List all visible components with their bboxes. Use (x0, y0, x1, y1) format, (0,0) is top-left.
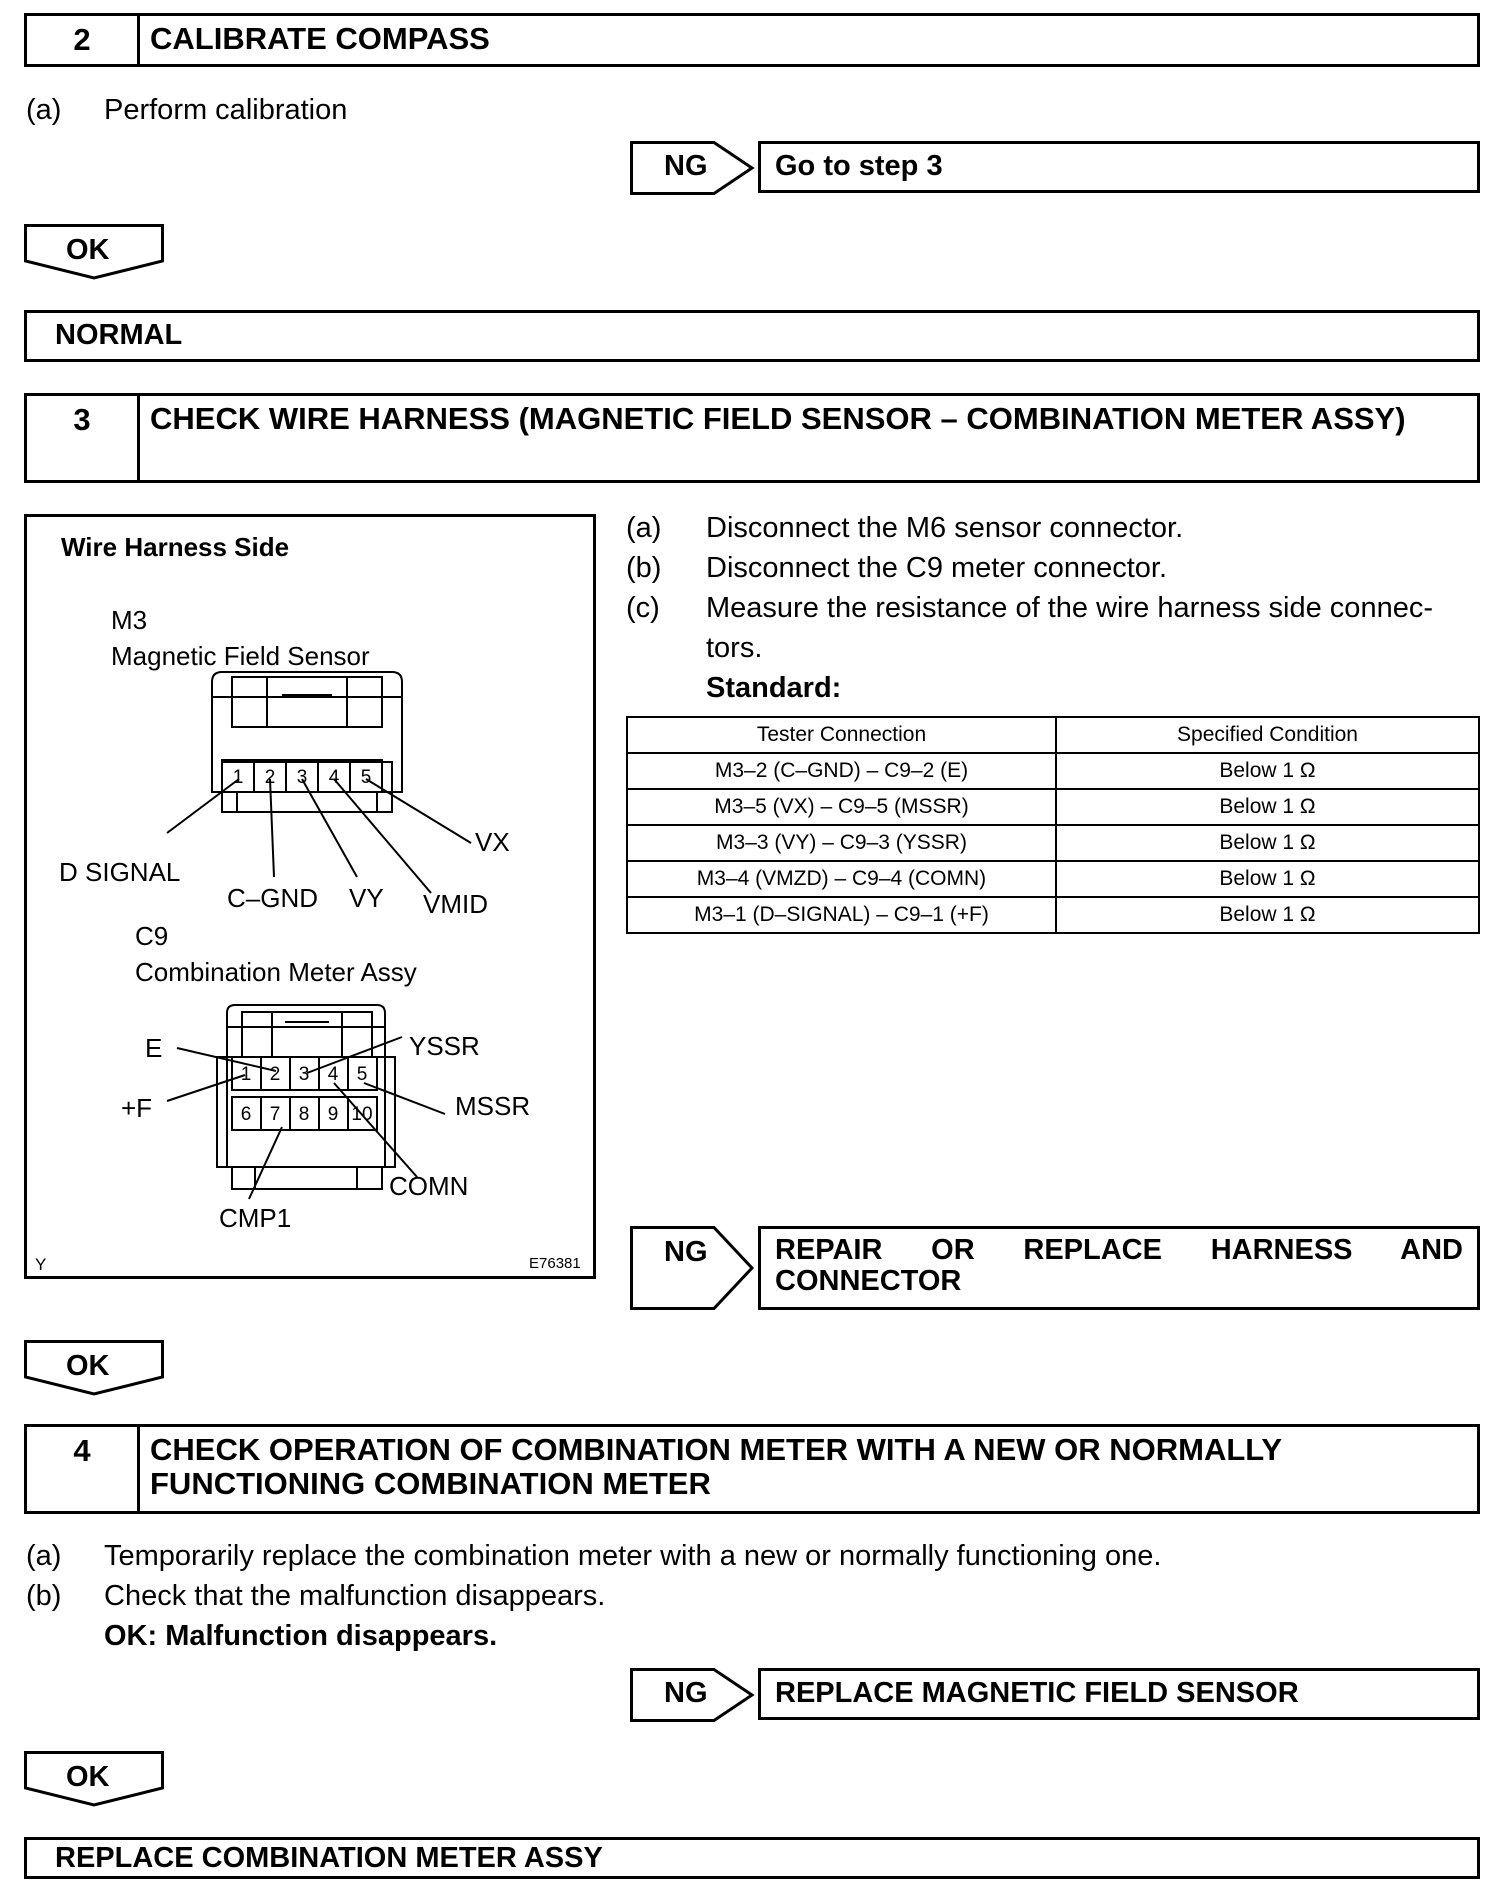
table-cell: Below 1 Ω (1056, 753, 1479, 789)
step-2-ok-label: OK (66, 234, 110, 266)
step-3-item-a-text: Disconnect the M6 sensor connector. (706, 512, 1184, 544)
figure-id: E76381 (529, 1255, 581, 1272)
step-3-item-c-text: Measure the resistance of the wire harness side connec- (706, 592, 1433, 624)
step-3-ok-label: OK (66, 1350, 110, 1382)
step-4-title (140, 1427, 1477, 1511)
c9-name: Combination Meter Assy (135, 957, 417, 987)
step-2-result: NORMAL (24, 310, 1480, 362)
c9-pin-8: 8 (298, 1104, 310, 1125)
c9-pin-2: 2 (269, 1064, 281, 1085)
wire-harness-diagram (24, 514, 596, 1279)
step-3-ng-result (758, 1226, 1480, 1310)
step-2-number: 2 (27, 16, 140, 64)
c9-code: C9 (135, 921, 169, 951)
label-d-signal: D SIGNAL (59, 857, 181, 887)
step-4-title-line-1: CHECK OPERATION OF COMBINATION METER WITH A NEW OR NORMALLY (150, 1432, 1283, 1467)
c9-pin-3: 3 (298, 1064, 310, 1085)
step-4-item-b-marker: (b) (26, 1580, 62, 1612)
c9-pin-7: 7 (269, 1104, 281, 1125)
step-2-item-a-text: Perform calibration (104, 94, 348, 126)
label-yssr: YSSR (409, 1031, 480, 1061)
table-cell: M3–1 (D–SIGNAL) – C9–1 (+F) (627, 897, 1056, 933)
step-3-item-b-text: Disconnect the C9 meter connector. (706, 552, 1168, 584)
c9-pin-6: 6 (240, 1104, 252, 1125)
table-row (627, 897, 1479, 933)
label-cmp1: CMP1 (219, 1203, 292, 1233)
c9-pin-4: 4 (327, 1064, 339, 1085)
table-row (627, 753, 1479, 789)
step-2-header (24, 13, 1480, 67)
step-3-item-c-continuation: tors. (706, 632, 763, 664)
step-4-result: REPLACE COMBINATION METER ASSY (24, 1837, 1480, 1879)
step-3-header (24, 393, 1480, 483)
step-3-number: 3 (27, 396, 140, 480)
m3-pin-1: 1 (232, 767, 244, 788)
m3-pin-5: 5 (360, 767, 372, 788)
table-row (627, 789, 1479, 825)
label-plus-f: +F (121, 1093, 153, 1123)
c9-pin-5: 5 (356, 1064, 368, 1085)
step-3-item-b-marker: (b) (626, 552, 662, 584)
step-3-item-a-marker: (a) (626, 512, 662, 544)
m3-code: M3 (111, 605, 148, 635)
step-4-header (24, 1424, 1480, 1514)
label-c-gnd: C–GND (227, 883, 319, 913)
step-4-ok-label: OK (66, 1761, 110, 1793)
m3-name: Magnetic Field Sensor (111, 641, 370, 671)
step-2-ng-result: Go to step 3 (758, 141, 1480, 193)
label-mssr: MSSR (455, 1091, 531, 1121)
step-4-title-line-2: FUNCTIONING COMBINATION METER (150, 1466, 711, 1501)
step-4-item-a-marker: (a) (26, 1540, 62, 1572)
diagram-corner-y: Y (35, 1255, 47, 1274)
step-4-item-b-text: Check that the malfunction disappears. (104, 1580, 606, 1612)
step-2-ng-label: NG (664, 150, 708, 182)
table-cell: M3–5 (VX) – C9–5 (MSSR) (627, 789, 1056, 825)
label-e: E (145, 1033, 163, 1063)
m3-pin-3: 3 (296, 767, 308, 788)
table-cell: M3–4 (VMZD) – C9–4 (COMN) (627, 861, 1056, 897)
resistance-spec-table (626, 716, 1480, 934)
label-vy: VY (349, 883, 384, 913)
step-4-item-a-text: Temporarily replace the combination meter with a new or normally functioning one. (104, 1540, 1162, 1572)
step-3-ng-result-line-2: CONNECTOR (775, 1265, 962, 1297)
label-vx: VX (475, 827, 510, 857)
step-4-ok-condition: OK: Malfunction disappears. (104, 1620, 498, 1652)
c9-pin-10: 10 (351, 1104, 373, 1125)
table-header-cell: Tester Connection (627, 717, 1056, 753)
m3-pin-4: 4 (328, 767, 340, 788)
step-3-ng-label: NG (664, 1236, 708, 1268)
step-3-ng-result-line-1: REPAIR OR REPLACE HARNESS AND (775, 1234, 1463, 1266)
table-cell: Below 1 Ω (1056, 897, 1479, 933)
table-cell: Below 1 Ω (1056, 861, 1479, 897)
table-cell: Below 1 Ω (1056, 789, 1479, 825)
table-row (627, 825, 1479, 861)
label-vmid: VMID (423, 889, 488, 919)
step-3-title: CHECK WIRE HARNESS (MAGNETIC FIELD SENSOR – COMBINATION METER ASSY) (150, 401, 1406, 436)
table-row (627, 861, 1479, 897)
table-header-row (627, 717, 1479, 753)
step-2-item-a-marker: (a) (26, 94, 62, 126)
c9-pin-1: 1 (240, 1064, 252, 1085)
step-4-ng-label: NG (664, 1677, 708, 1709)
label-comn: COMN (389, 1171, 469, 1201)
step-4-number: 4 (27, 1427, 140, 1511)
step-3-item-c-marker: (c) (626, 592, 660, 624)
step-2-title: CALIBRATE COMPASS (150, 21, 490, 56)
diagram-heading: Wire Harness Side (61, 532, 290, 562)
c9-pin-9: 9 (327, 1104, 339, 1125)
standard-label: Standard: (706, 672, 842, 704)
table-header-cell: Specified Condition (1056, 717, 1479, 753)
table-cell: Below 1 Ω (1056, 825, 1479, 861)
table-cell: M3–3 (VY) – C9–3 (YSSR) (627, 825, 1056, 861)
m3-pin-2: 2 (264, 767, 276, 788)
table-cell: M3–2 (C–GND) – C9–2 (E) (627, 753, 1056, 789)
step-4-ng-result: REPLACE MAGNETIC FIELD SENSOR (758, 1668, 1480, 1720)
